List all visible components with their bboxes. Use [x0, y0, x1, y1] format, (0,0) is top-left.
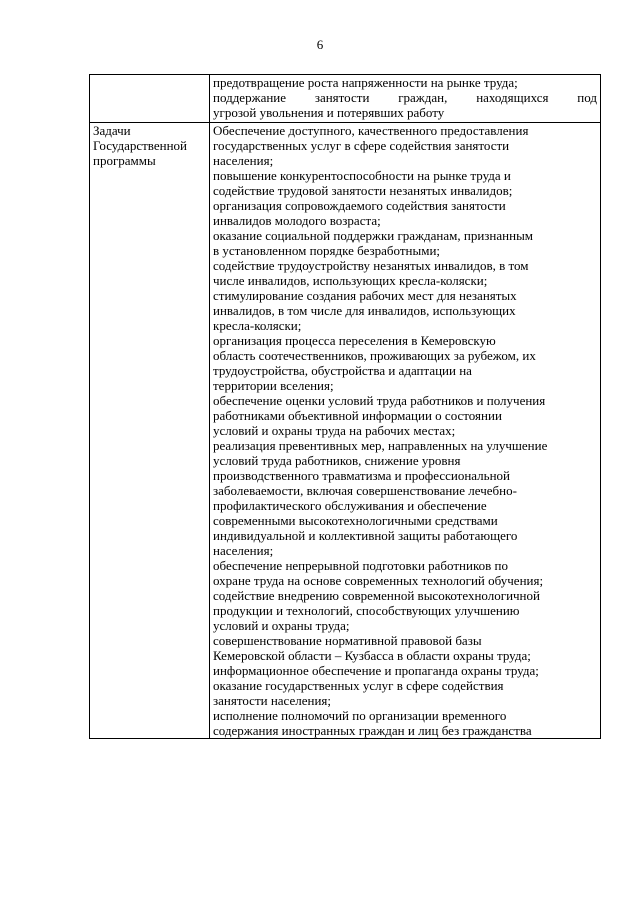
- task-line: содействие трудовой занятости незанятых инвалидов;: [213, 183, 513, 198]
- goal-line: угрозой увольнения и потерявших работу: [213, 105, 445, 120]
- task-line: современными высокотехнологичными средствами: [213, 513, 498, 528]
- task-line: заболеваемости, включая совершенствование лечебно-: [213, 483, 517, 498]
- task-item: [213, 663, 597, 678]
- task-line: индивидуальной и коллективной защиты работающего: [213, 528, 518, 543]
- task-line: содействие внедрению современной высокотехнологичной: [213, 588, 540, 603]
- task-item: [213, 198, 597, 228]
- task-line: числе инвалидов, использующих кресла-коляски;: [213, 273, 488, 288]
- task-line: профилактического обслуживания и обеспечение: [213, 498, 487, 513]
- task-line: работниками объективной информации о состоянии: [213, 408, 502, 423]
- task-item: [213, 558, 597, 588]
- task-line: производственного травматизма и профессиональной: [213, 468, 510, 483]
- task-line: стимулирование создания рабочих мест для незанятых: [213, 288, 517, 303]
- goals-continuation-cell: [210, 75, 601, 123]
- task-item: [213, 333, 597, 393]
- task-item: [213, 708, 597, 738]
- task-line: оказание социальной поддержки гражданам, признанным: [213, 228, 534, 243]
- task-line: трудоустройства, обустройства и адаптации на: [213, 363, 472, 378]
- task-line: условий и охраны труда;: [213, 618, 350, 633]
- task-line: охране труда на основе современных технологий обучения;: [213, 573, 544, 588]
- task-line: содержания иностранных граждан и лиц без гражданства: [213, 723, 532, 738]
- task-item: [213, 438, 597, 558]
- task-item: [213, 123, 597, 168]
- task-line: территории вселения;: [213, 378, 334, 393]
- tasks-list: [213, 123, 597, 738]
- task-item: [213, 393, 597, 438]
- tasks-label-line: Государственной: [93, 138, 188, 153]
- task-line: инвалидов молодого возраста;: [213, 213, 381, 228]
- program-passport-table: [89, 74, 601, 739]
- goal-line: поддержание занятости граждан, находящихся под: [213, 90, 597, 105]
- task-line: Обеспечение доступного, качественного предоставления: [213, 123, 529, 138]
- task-item: [213, 228, 597, 258]
- task-line: населения;: [213, 153, 274, 168]
- task-item: [213, 633, 597, 663]
- tasks-label-cell: [90, 123, 210, 739]
- task-line: условий труда работников, снижение уровня: [213, 453, 461, 468]
- task-line: область соотечественников, проживающих за рубежом, их: [213, 348, 536, 363]
- task-item: [213, 678, 597, 708]
- task-item: [213, 258, 597, 288]
- task-line: населения;: [213, 543, 274, 558]
- task-line: государственных услуг в сфере содействия занятости: [213, 138, 510, 153]
- table-row: [90, 123, 601, 739]
- goal-line: предотвращение роста напряженности на рынке труда;: [213, 75, 518, 90]
- task-line: Кемеровской области – Кузбасса в области охраны труда;: [213, 648, 531, 663]
- task-line: совершенствование нормативной правовой базы: [213, 633, 482, 648]
- page-number: 6: [316, 37, 324, 52]
- task-line: обеспечение оценки условий труда работников и получения: [213, 393, 546, 408]
- task-item: [213, 168, 597, 198]
- task-line: кресла-коляски;: [213, 318, 302, 333]
- task-item: [213, 588, 597, 633]
- tasks-content-cell: [210, 123, 601, 739]
- task-line: информационное обеспечение и пропаганда охраны труда;: [213, 663, 539, 678]
- task-line: обеспечение непрерывной подготовки работников по: [213, 558, 508, 573]
- task-line: инвалидов, в том числе для инвалидов, использующих: [213, 303, 516, 318]
- tasks-label-line: программы: [93, 153, 156, 168]
- task-line: исполнение полномочий по организации временного: [213, 708, 507, 723]
- task-line: оказание государственных услуг в сфере содействия: [213, 678, 504, 693]
- task-line: реализация превентивных мер, направленных на улучшение: [213, 438, 548, 453]
- task-line: организация процесса переселения в Кемеровскую: [213, 333, 496, 348]
- task-line: организация сопровождаемого содействия занятости: [213, 198, 506, 213]
- tasks-label-line: Задачи: [93, 123, 131, 138]
- task-line: содействие трудоустройству незанятых инвалидов, в том: [213, 258, 529, 273]
- task-line: продукции и технологий, способствующих улучшению: [213, 603, 520, 618]
- task-line: условий и охраны труда на рабочих местах;: [213, 423, 456, 438]
- task-line: повышение конкурентоспособности на рынке труда и: [213, 168, 511, 183]
- task-line: занятости населения;: [213, 693, 332, 708]
- task-line: в установленном порядке безработными;: [213, 243, 441, 258]
- label-cell-empty: [90, 75, 210, 123]
- task-item: [213, 288, 597, 333]
- table-row: [90, 75, 601, 123]
